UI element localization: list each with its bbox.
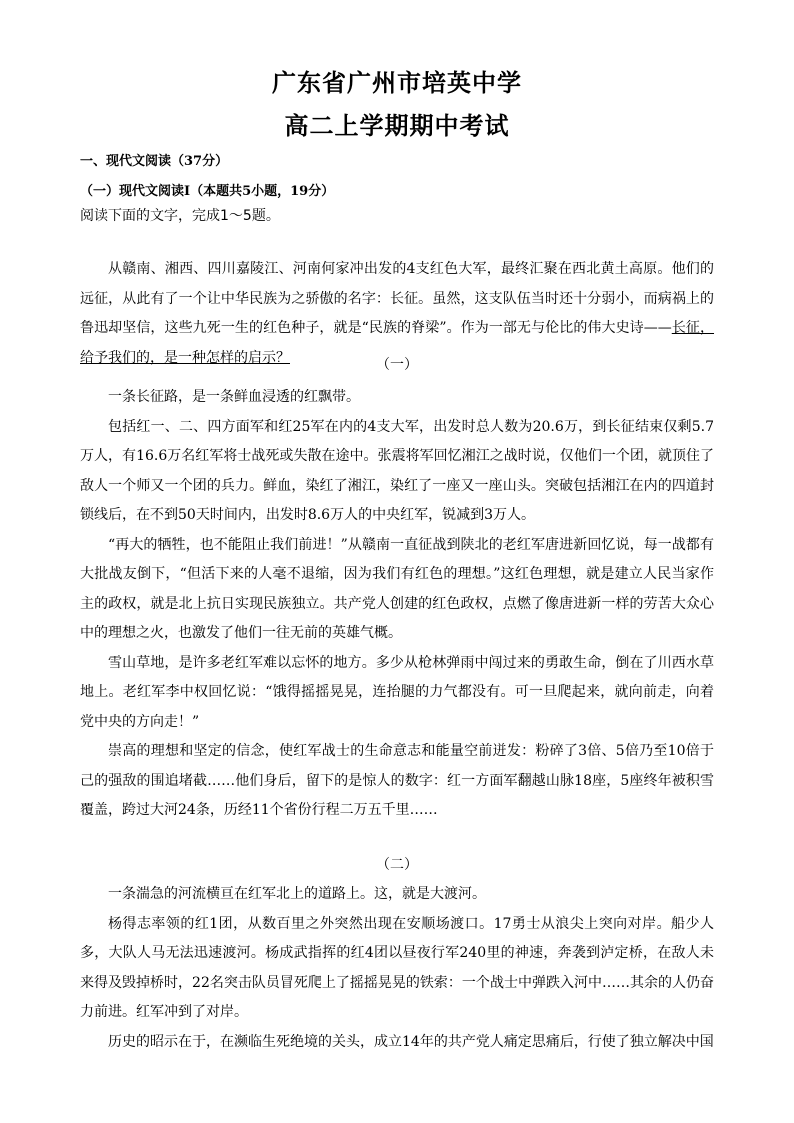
section-heading: 一、现代文阅读（37分） (80, 154, 229, 169)
intro-question: 长征，给予我们的，是一种怎样的启示？ (80, 320, 715, 366)
part-one-body (80, 383, 714, 826)
document-title-exam: 高二上学期期中考试 (284, 111, 510, 140)
section-subheading: （一）现代文阅读Ⅰ（本题共5小题，19分） (80, 184, 335, 199)
paragraph: 一条长征路，是一条鲜血浸透的红飘带。 (108, 389, 360, 405)
paragraph: 雪山草地，是许多老红军难以忘怀的地方。多少从枪林弹雨中闯过来的勇敢生命，倒在了川西水草地上。老红军李中权回忆说：“饿得摇摇晃晃，连抬腿的力气都没有。可一旦爬起来，就向前走，向着党中央的方向走！” (80, 654, 714, 730)
paragraph: “再大的牺牲，也不能阻止我们前进！”从赣南一直征战到陕北的老红军唐进新回忆说，每一战都有大批战友倒下，“但活下来的人毫不退缩，因为我们有红色的理想。”这红色理想，就是建立人民当家作主的政权，就是北上抗日实现民族独立。共产党人创建的红色政权，点燃了像唐进新一样的劳苦大众心中的理想之火，也激发了他们一往无前的英雄气概。 (80, 536, 714, 641)
paragraph: 一条湍急的河流横亘在红军北上的道路上。这，就是大渡河。 (108, 886, 486, 902)
part-two-label: （二） (376, 857, 418, 873)
part-two-body (80, 880, 714, 1057)
paragraph: 历史的昭示在于，在濒临生死绝境的关头，成立14年的共产党人痛定思痛后，行使了独立解决中国 (108, 1033, 714, 1050)
intro-text: 从赣南、湘西、四川嘉陵江、河南何家冲出发的4支红色大军，最终汇聚在西北黄土高原。他们的远征，从此有了一个让中华民族为之骄傲的名字：长征。虽然，这支队伍当时还十分弱小，而病祸上的鲁迅却坚信，这些九死一生的红色种子，就是“民族的脊梁”。作为一部无与伦比的伟大史诗—— (80, 261, 714, 336)
paragraph: 包括红一、二、四方面军和红25军在内的4支大军，出发时总人数为20.6万，到长征结束仅剩5.7万人，有16.6万名红军将士战死或失散在途中。张震将军回忆湘江之战时说，仅他们一个团，就顶住了敌人一个师又一个团的兵力。鲜血，染红了湘江，染红了一座又一座山头。突破包括湘江在内的四道封锁线后，在不到50天时间内，出发时8.6万人的中央红军，锐减到3万人。 (80, 418, 714, 523)
paragraph: 崇高的理想和坚定的信念，使红军战士的生命意志和能量空前迸发：粉碎了3倍、5倍乃至10倍于己的强敌的围追堵截……他们身后，留下的是惊人的数字：红一方面军翻越山脉18座，5座终年被积雪覆盖，跨过大河24条，历经11个省份行程二万五千里…… (80, 743, 714, 818)
document-title-school: 广东省广州市培英中学 (272, 68, 522, 97)
paragraph: 杨得志率领的红1团，从数百里之外突然出现在安顺场渡口。17勇士从浪尖上突向对岸。船少人多，大队人马无法迅速渡河。杨成武指挥的红4团以昼夜行军240里的神速，奔袭到泸定桥，在敌人未来得及毁掉桥时，22名突击队员冒死爬上了摇摇晃晃的铁索：一个战士中弹跌入河中……其余的人仍奋力前进。红军冲到了对岸。 (80, 915, 714, 1020)
reading-instruction: 阅读下面的文字，完成1～5题。 (80, 208, 280, 224)
part-one-label: （一） (376, 357, 418, 373)
